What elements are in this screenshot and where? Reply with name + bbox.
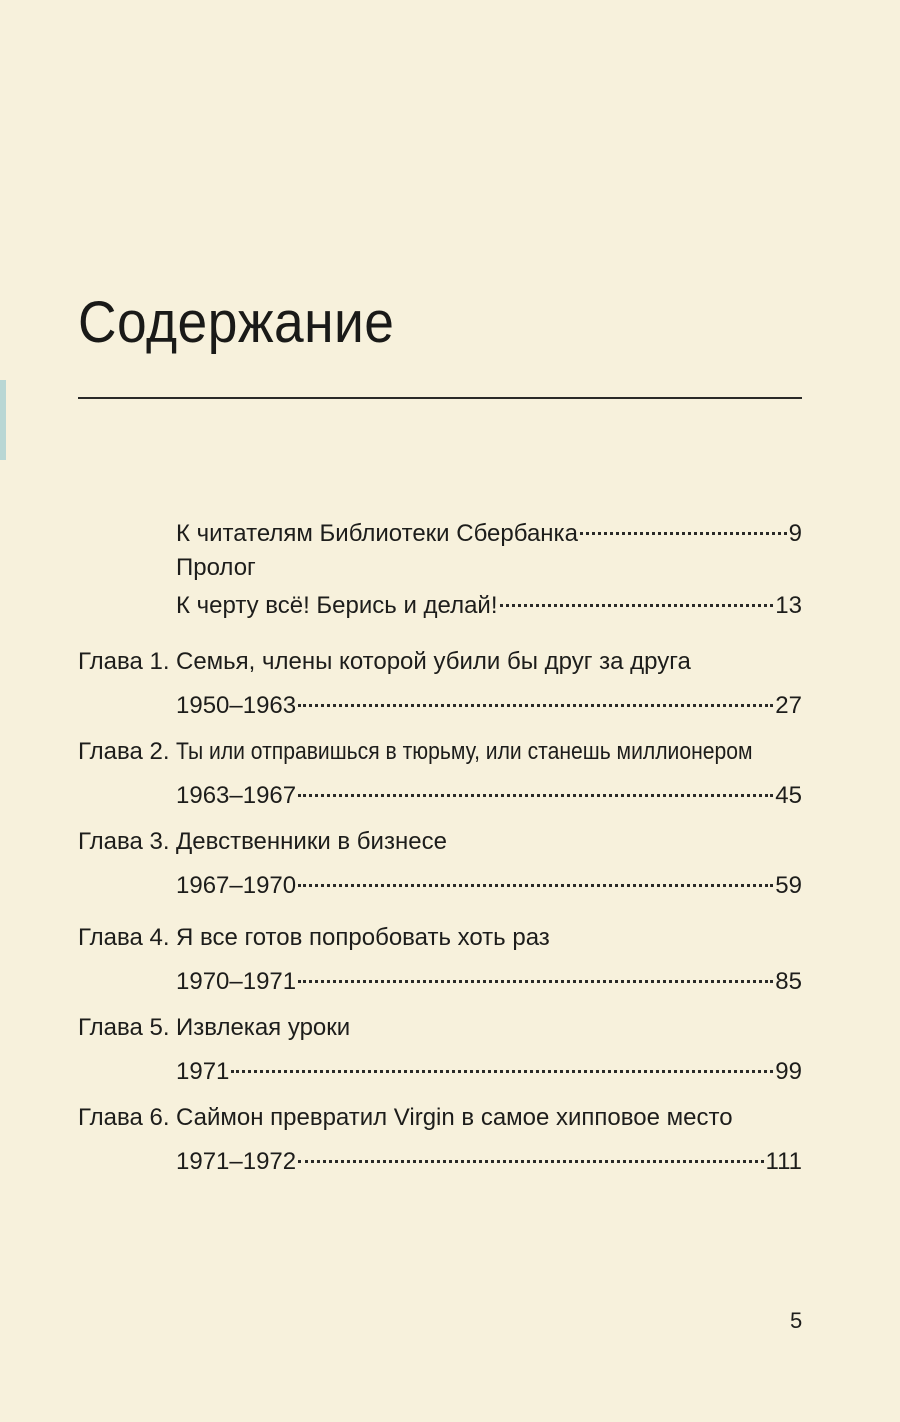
toc-entry-title: К черту всё! Берись и делай! — [176, 592, 498, 619]
leader-dots — [580, 508, 787, 535]
chapter-years: 1970–1971 — [176, 968, 297, 995]
chapter-label: Глава 1. — [78, 648, 170, 675]
leader-dots — [298, 956, 773, 983]
page-title: Содержание — [78, 290, 395, 355]
leader-dots — [231, 1046, 773, 1073]
toc-entry-title: К читателям Библиотеки Сбербанка — [176, 520, 578, 547]
toc-entry-page: 13 — [775, 592, 802, 619]
chapter-page: 27 — [775, 692, 802, 719]
chapter-title: Саймон превратил Virgin в самое хипповое место — [176, 1104, 733, 1131]
leader-dots — [500, 580, 774, 607]
chapter-page: 111 — [765, 1148, 802, 1175]
chapter-years: 1963–1967 — [176, 782, 297, 809]
page-number: 5 — [790, 1308, 803, 1333]
page-edge-tint — [0, 380, 6, 460]
toc-entry-page: 9 — [788, 520, 802, 547]
chapter-label: Глава 4. — [78, 924, 170, 951]
chapter-years: 1971–1972 — [176, 1148, 297, 1175]
chapter-page: 59 — [775, 872, 802, 899]
chapter-years: 1971 — [176, 1058, 230, 1085]
chapter-label: Глава 3. — [78, 828, 170, 855]
leader-dots — [298, 1136, 763, 1163]
chapter-title: Извлекая уроки — [176, 1014, 351, 1041]
chapter-title: Ты или отправишься в тюрьму, или станешь миллионером — [176, 738, 753, 765]
chapter-title: Я все готов попробовать хоть раз — [176, 924, 550, 951]
chapter-title: Девственники в бизнесе — [176, 828, 447, 855]
leader-dots — [298, 680, 773, 707]
title-rule — [78, 397, 802, 399]
chapter-label: Глава 5. — [78, 1014, 170, 1041]
chapter-title: Семья, члены которой убили бы друг за друга — [176, 648, 691, 675]
chapter-page: 99 — [775, 1058, 802, 1085]
chapter-years: 1950–1963 — [176, 692, 297, 719]
toc-entry-pre: Пролог — [176, 554, 256, 581]
chapter-years: 1967–1970 — [176, 872, 297, 899]
chapter-page: 45 — [775, 782, 802, 809]
leader-dots — [298, 860, 773, 887]
chapter-label: Глава 6. — [78, 1104, 170, 1131]
chapter-label: Глава 2. — [78, 738, 170, 765]
leader-dots — [298, 770, 773, 797]
chapter-page: 85 — [775, 968, 802, 995]
